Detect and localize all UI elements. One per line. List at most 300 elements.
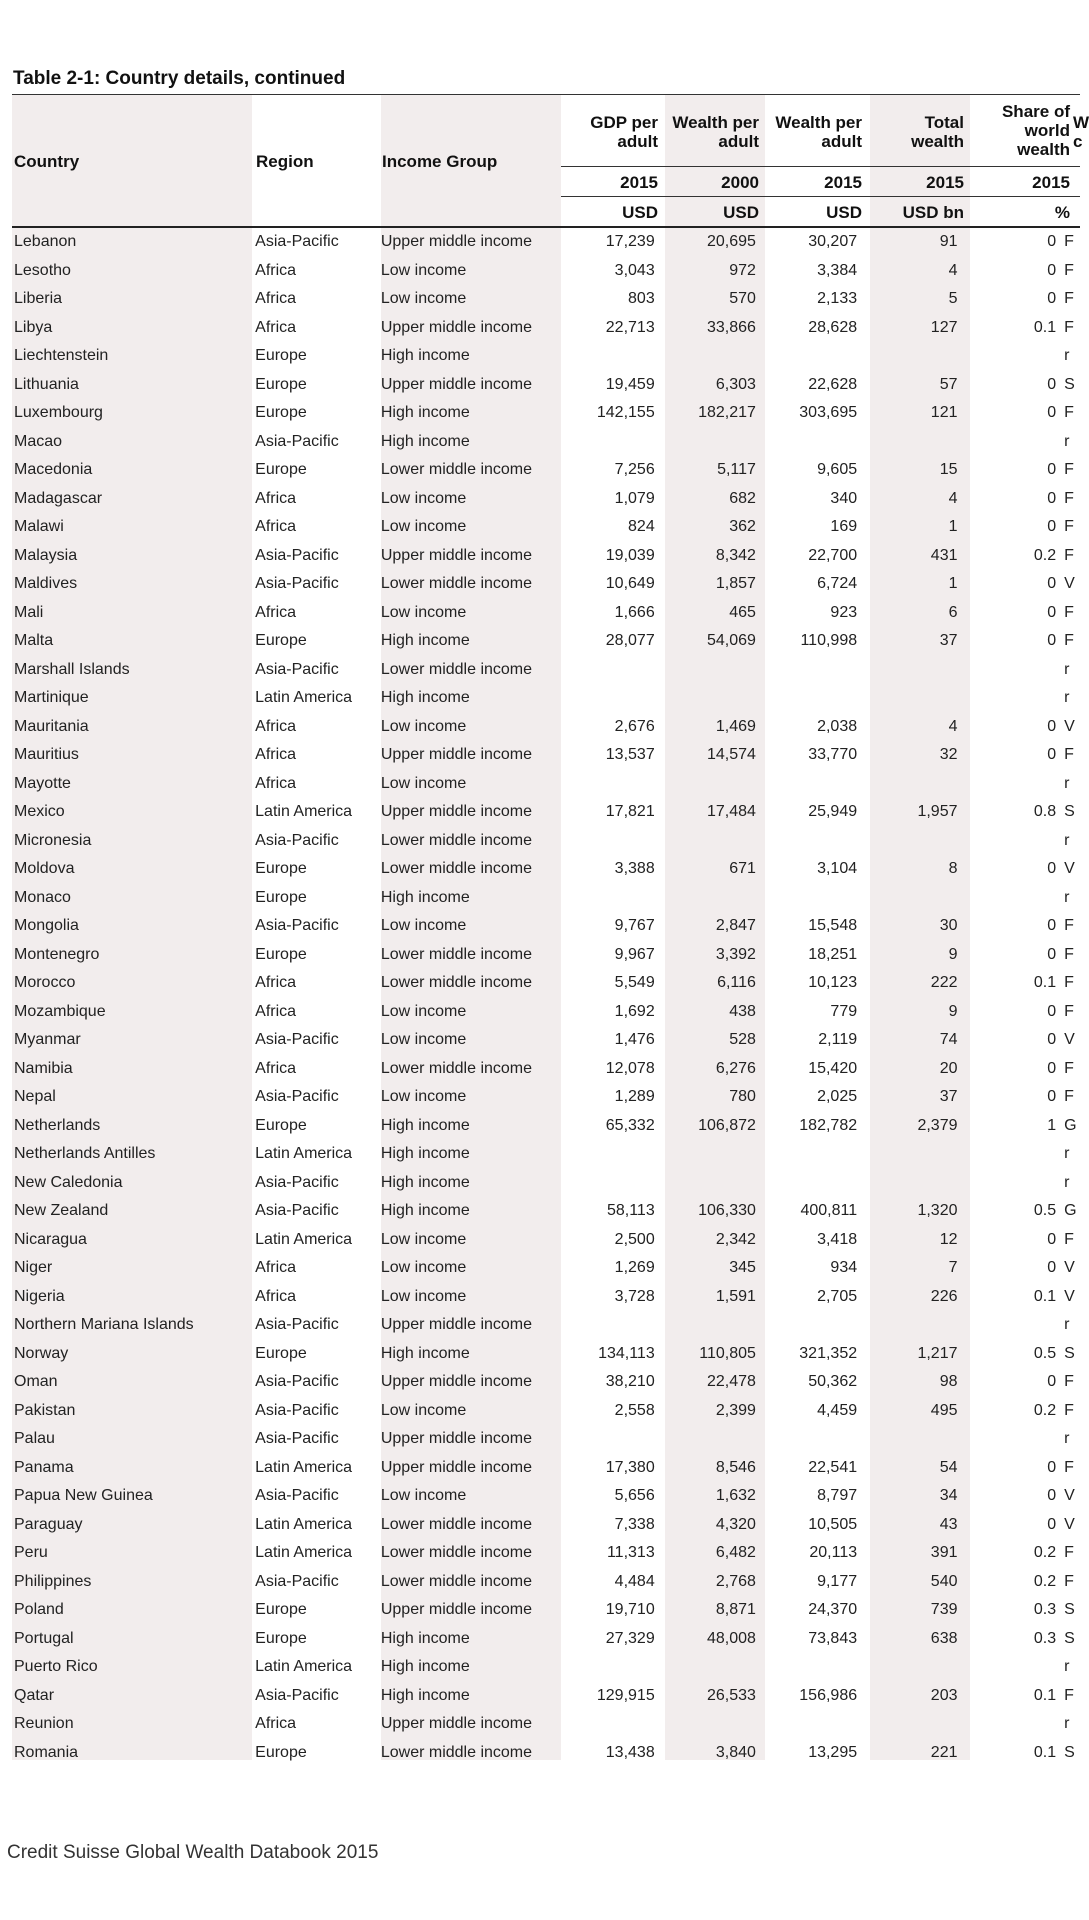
wealth-per-adult-2015-cell: 3,384 [817, 261, 858, 279]
gdp-per-adult-cell: 1,692 [614, 1002, 655, 1020]
wealth-per-adult-2015-cell [762, 884, 863, 913]
table-row [12, 798, 1080, 827]
cut-column-cell: V [1064, 860, 1075, 878]
country-cell: Martinique [14, 689, 89, 707]
region-cell: Europe [255, 347, 307, 365]
income-group-cell: Upper middle income [380, 803, 533, 821]
region-cell: Europe [255, 1743, 307, 1761]
wealth-per-adult-2015-cell: 156,986 [799, 1686, 858, 1704]
wealth-per-adult-2015-cell: 73,843 [808, 1629, 858, 1647]
share-world-wealth-cell [964, 342, 1063, 371]
income-group-cell: Low income [380, 290, 467, 308]
wealth-per-adult-2000-cell [661, 1169, 762, 1198]
header-year-share: 2015 [1032, 173, 1070, 192]
share-world-wealth-cell: 0.5 [1033, 1344, 1057, 1362]
wealth-per-adult-2015-cell [762, 1425, 863, 1454]
income-group-cell: Upper middle income [380, 1458, 533, 1476]
wealth-per-adult-2015-cell: 24,370 [808, 1601, 858, 1619]
cut-column-cell: r [1064, 774, 1070, 792]
region-cell: Europe [255, 888, 307, 906]
cut-column-cell: F [1064, 1572, 1074, 1590]
gdp-per-adult-cell: 28,077 [605, 632, 655, 650]
cut-column-cell: r [1064, 689, 1070, 707]
total-wealth-cell: 9 [948, 1002, 958, 1020]
total-wealth-cell [863, 656, 963, 685]
table-row [12, 627, 1080, 656]
total-wealth-cell: 1 [948, 518, 958, 536]
share-world-wealth-cell: 0 [1047, 575, 1057, 593]
region-cell: Africa [255, 603, 297, 621]
share-world-wealth-cell: 0 [1047, 233, 1057, 251]
gdp-per-adult-cell [560, 1169, 661, 1198]
wealth-per-adult-2000-cell: 22,478 [706, 1373, 756, 1391]
income-group-cell: High income [380, 347, 470, 365]
share-world-wealth-cell [964, 1140, 1063, 1169]
wealth-per-adult-2015-cell: 110,998 [800, 632, 858, 650]
header-unit-gdp: USD [622, 203, 658, 222]
income-group-cell: High income [380, 888, 470, 906]
wealth-per-adult-2000-cell: 570 [729, 290, 756, 308]
table-row [12, 399, 1080, 428]
region-cell: Europe [255, 404, 307, 422]
region-cell: Asia-Pacific [255, 1173, 339, 1191]
income-group-cell: Low income [380, 1287, 467, 1305]
total-wealth-cell: 1,320 [917, 1202, 958, 1220]
total-wealth-cell: 4 [948, 717, 958, 735]
cut-column-cell: F [1064, 917, 1074, 935]
gdp-per-adult-cell: 142,155 [596, 404, 655, 422]
cut-column-cell: F [1064, 1544, 1074, 1562]
country-cell: Romania [14, 1743, 79, 1761]
total-wealth-cell: 6 [948, 603, 958, 621]
share-world-wealth-cell: 0.1 [1033, 1287, 1057, 1305]
country-cell: Northern Mariana Islands [14, 1316, 194, 1334]
wealth-per-adult-2015-cell: 321,352 [799, 1344, 858, 1362]
share-world-wealth-cell: 0 [1047, 945, 1057, 963]
total-wealth-cell: 43 [939, 1515, 958, 1533]
share-world-wealth-cell: 0.1 [1033, 1686, 1057, 1704]
table-row [12, 1340, 1080, 1369]
wealth-per-adult-2000-cell: 3,840 [715, 1743, 756, 1761]
wealth-per-adult-2000-cell: 4,320 [715, 1515, 756, 1533]
cut-column-cell: r [1064, 1145, 1070, 1163]
gdp-per-adult-cell: 824 [628, 518, 655, 536]
header-year-total: 2015 [926, 173, 964, 192]
table-row [12, 1254, 1080, 1283]
table-row [12, 741, 1080, 770]
wealth-per-adult-2015-cell: 50,362 [808, 1373, 858, 1391]
income-group-cell: Low income [380, 1259, 467, 1277]
cut-column-cell: r [1064, 1173, 1070, 1191]
wealth-per-adult-2015-cell: 4,459 [817, 1401, 858, 1419]
table-row [12, 941, 1080, 970]
total-wealth-cell [863, 684, 963, 713]
wealth-per-adult-2015-cell: 2,025 [817, 1088, 858, 1106]
gdp-per-adult-cell: 3,388 [614, 860, 655, 878]
total-wealth-cell: 37 [939, 632, 958, 650]
gdp-per-adult-cell [560, 428, 661, 457]
income-group-cell: Lower middle income [380, 660, 533, 678]
gdp-per-adult-cell: 17,821 [605, 803, 655, 821]
total-wealth-cell: 98 [939, 1373, 958, 1391]
wealth-per-adult-2000-cell [661, 1710, 762, 1739]
table-row [12, 713, 1080, 742]
gdp-per-adult-cell: 38,210 [605, 1373, 655, 1391]
wealth-per-adult-2000-cell: 26,533 [706, 1686, 756, 1704]
share-world-wealth-cell: 0.8 [1033, 803, 1057, 821]
wealth-per-adult-2000-cell: 528 [729, 1031, 756, 1049]
table-row [12, 1539, 1080, 1568]
cut-column-cell: V [1064, 1487, 1075, 1505]
total-wealth-cell: 495 [930, 1401, 958, 1419]
wealth-per-adult-2000-cell: 182,217 [698, 404, 756, 422]
region-cell: Latin America [255, 1658, 353, 1676]
gdp-per-adult-cell: 7,256 [614, 461, 655, 479]
share-world-wealth-cell: 0.2 [1033, 1572, 1057, 1590]
income-group-cell: High income [380, 1629, 470, 1647]
cut-column-cell: r [1064, 432, 1070, 450]
gdp-per-adult-cell [560, 1710, 661, 1739]
header-unit-share: % [1054, 203, 1070, 222]
cut-column-cell: V [1064, 717, 1075, 735]
share-world-wealth-cell: 0 [1047, 375, 1057, 393]
wealth-per-adult-2000-cell [661, 1311, 762, 1340]
cut-column-cell: F [1064, 632, 1074, 650]
total-wealth-cell [863, 1169, 963, 1198]
country-cell: Paraguay [14, 1515, 83, 1533]
share-world-wealth-cell [964, 684, 1063, 713]
wealth-per-adult-2015-cell: 2,705 [817, 1287, 858, 1305]
income-group-cell: High income [380, 1202, 470, 1220]
table-row [12, 371, 1080, 400]
header-unit-total: USD bn [902, 203, 964, 222]
share-world-wealth-cell: 0.2 [1033, 1544, 1057, 1562]
table-row [12, 1169, 1080, 1198]
total-wealth-cell: 1 [948, 575, 958, 593]
country-cell: Namibia [14, 1059, 73, 1077]
gdp-per-adult-cell: 58,113 [606, 1202, 655, 1220]
income-group-cell: Lower middle income [380, 860, 533, 878]
share-world-wealth-cell: 0 [1047, 1031, 1057, 1049]
country-cell: Puerto Rico [14, 1658, 98, 1676]
gdp-per-adult-cell: 11,313 [606, 1544, 655, 1562]
wealth-per-adult-2000-cell: 362 [729, 518, 756, 536]
income-group-cell: Upper middle income [380, 1316, 533, 1334]
country-cell: New Zealand [14, 1202, 109, 1220]
wealth-per-adult-2015-cell [762, 428, 863, 457]
header-country: Country [14, 152, 80, 171]
gdp-per-adult-cell: 2,500 [614, 1230, 655, 1248]
table-row [12, 684, 1080, 713]
share-world-wealth-cell: 0 [1047, 489, 1057, 507]
header-gdp-per-adult: GDP per adult [590, 113, 658, 151]
cut-column-cell: F [1064, 404, 1074, 422]
wealth-per-adult-2000-cell: 2,399 [715, 1401, 756, 1419]
wealth-per-adult-2000-cell: 438 [729, 1002, 756, 1020]
table-row [12, 1197, 1080, 1226]
country-cell: Mauritania [14, 717, 89, 735]
wealth-per-adult-2000-cell [661, 1425, 762, 1454]
country-cell: Papua New Guinea [14, 1487, 153, 1505]
table-row [12, 542, 1080, 571]
total-wealth-cell: 4 [948, 489, 958, 507]
gdp-per-adult-cell [560, 1140, 661, 1169]
wealth-per-adult-2015-cell: 18,251 [808, 945, 858, 963]
cut-column-cell: r [1064, 831, 1070, 849]
wealth-per-adult-2000-cell: 6,303 [715, 375, 756, 393]
total-wealth-cell: 540 [930, 1572, 958, 1590]
total-wealth-cell: 638 [930, 1629, 958, 1647]
share-world-wealth-cell: 0 [1047, 1259, 1057, 1277]
total-wealth-cell: 57 [939, 375, 958, 393]
total-wealth-cell [863, 1710, 963, 1739]
wealth-per-adult-2015-cell: 22,541 [808, 1458, 858, 1476]
gdp-per-adult-cell: 3,043 [614, 261, 655, 279]
country-cell: Mayotte [14, 774, 71, 792]
wealth-per-adult-2000-cell [661, 684, 762, 713]
wealth-per-adult-2000-cell: 106,872 [698, 1116, 756, 1134]
wealth-per-adult-2015-cell [762, 1311, 863, 1340]
cut-column-cell: F [1064, 489, 1074, 507]
region-cell: Africa [255, 1287, 297, 1305]
region-cell: Latin America [255, 689, 353, 707]
income-group-cell: Low income [380, 774, 467, 792]
table-row [12, 342, 1080, 371]
gdp-per-adult-cell: 3,728 [614, 1287, 655, 1305]
table-row [12, 884, 1080, 913]
total-wealth-cell: 221 [930, 1743, 958, 1761]
cut-column-cell: r [1064, 1658, 1070, 1676]
gdp-per-adult-cell: 17,239 [605, 233, 655, 251]
region-cell: Europe [255, 375, 307, 393]
region-cell: Asia-Pacific [255, 1031, 339, 1049]
header-region: Region [256, 152, 314, 171]
share-world-wealth-cell: 0 [1047, 518, 1057, 536]
total-wealth-cell: 431 [930, 546, 958, 564]
wealth-per-adult-2015-cell: 2,038 [817, 717, 858, 735]
cut-column-cell: S [1064, 1601, 1075, 1619]
wealth-per-adult-2015-cell [762, 1653, 863, 1682]
wealth-per-adult-2000-cell: 110,805 [699, 1344, 756, 1362]
total-wealth-cell: 8 [948, 860, 958, 878]
wealth-per-adult-2000-cell: 20,695 [706, 233, 756, 251]
wealth-per-adult-2000-cell: 8,871 [715, 1601, 756, 1619]
cut-column-cell: F [1064, 1002, 1074, 1020]
total-wealth-cell [863, 342, 963, 371]
table-row [12, 228, 1080, 257]
share-world-wealth-cell: 0.1 [1033, 974, 1057, 992]
country-cell: Pakistan [14, 1401, 76, 1419]
total-wealth-cell: 5 [948, 290, 958, 308]
wealth-per-adult-2015-cell: 22,628 [808, 375, 858, 393]
wealth-per-adult-2015-cell [762, 656, 863, 685]
country-cell: Macedonia [14, 461, 93, 479]
wealth-per-adult-2000-cell [661, 827, 762, 856]
country-cell: Niger [14, 1259, 53, 1277]
wealth-per-adult-2000-cell: 2,342 [715, 1230, 756, 1248]
cut-column-cell: V [1064, 1259, 1075, 1277]
header-year-gdp: 2015 [620, 173, 658, 192]
wealth-per-adult-2015-cell: 9,605 [817, 461, 858, 479]
total-wealth-cell: 15 [939, 461, 958, 479]
wealth-per-adult-2000-cell: 6,482 [715, 1544, 756, 1562]
wealth-per-adult-2015-cell: 8,797 [817, 1487, 858, 1505]
income-group-cell: Low income [380, 261, 467, 279]
table-row [12, 456, 1080, 485]
wealth-per-adult-2000-cell: 972 [729, 261, 756, 279]
cut-column-cell: F [1064, 1059, 1074, 1077]
header-year-w2000: 2000 [721, 173, 759, 192]
wealth-per-adult-2000-cell: 3,392 [715, 945, 756, 963]
total-wealth-cell: 12 [939, 1230, 958, 1248]
wealth-per-adult-2000-cell: 48,008 [706, 1629, 756, 1647]
country-cell: Malaysia [14, 546, 78, 564]
table-row [12, 1625, 1080, 1654]
income-group-cell: Low income [380, 518, 467, 536]
wealth-per-adult-2000-cell [661, 656, 762, 685]
wealth-per-adult-2015-cell: 6,724 [817, 575, 858, 593]
country-cell: Micronesia [14, 831, 92, 849]
gdp-per-adult-cell: 803 [628, 290, 655, 308]
wealth-per-adult-2015-cell [762, 342, 863, 371]
header-rule-2 [561, 196, 1080, 197]
wealth-per-adult-2015-cell: 22,700 [808, 546, 858, 564]
gdp-per-adult-cell: 19,710 [605, 1601, 655, 1619]
table-row [12, 1739, 1080, 1768]
gdp-per-adult-cell: 1,269 [614, 1259, 655, 1277]
region-cell: Europe [255, 1344, 307, 1362]
wealth-per-adult-2000-cell [661, 1140, 762, 1169]
header-wealth-per-adult-2000: Wealth per adult [672, 113, 759, 151]
cut-column-cell: F [1064, 974, 1074, 992]
region-cell: Africa [255, 290, 297, 308]
region-cell: Europe [255, 632, 307, 650]
wealth-per-adult-2015-cell: 303,695 [799, 404, 858, 422]
wealth-per-adult-2000-cell: 8,546 [715, 1458, 756, 1476]
region-cell: Europe [255, 1601, 307, 1619]
income-group-cell: Upper middle income [380, 318, 533, 336]
income-group-cell: High income [380, 432, 470, 450]
region-cell: Europe [255, 1629, 307, 1647]
gdp-per-adult-cell [560, 342, 661, 371]
gdp-per-adult-cell: 12,078 [605, 1059, 655, 1077]
table-row [12, 1368, 1080, 1397]
table-row [12, 969, 1080, 998]
income-group-cell: High income [380, 689, 470, 707]
region-cell: Asia-Pacific [255, 233, 339, 251]
cut-column-cell: r [1064, 1715, 1070, 1733]
region-cell: Africa [255, 489, 297, 507]
total-wealth-cell: 34 [939, 1487, 958, 1505]
total-wealth-cell: 30 [939, 917, 958, 935]
country-cell: Liechtenstein [14, 347, 109, 365]
income-group-cell: High income [380, 1116, 470, 1134]
share-world-wealth-cell: 0 [1047, 1515, 1057, 1533]
country-cell: Liberia [14, 290, 63, 308]
wealth-per-adult-2015-cell: 779 [830, 1002, 858, 1020]
wealth-per-adult-2015-cell: 340 [830, 489, 858, 507]
country-cell: Portugal [14, 1629, 74, 1647]
table-row [12, 428, 1080, 457]
income-group-cell: Lower middle income [380, 1572, 533, 1590]
cut-column-cell: S [1064, 1743, 1075, 1761]
income-group-cell: Lower middle income [380, 831, 533, 849]
share-world-wealth-cell: 0 [1047, 603, 1057, 621]
income-group-cell: Lower middle income [380, 1743, 533, 1761]
wealth-per-adult-2015-cell: 2,119 [818, 1031, 858, 1049]
region-cell: Asia-Pacific [255, 1202, 339, 1220]
cut-column-cell: S [1064, 803, 1075, 821]
total-wealth-cell: 74 [939, 1031, 958, 1049]
income-group-cell: Low income [380, 1002, 467, 1020]
wealth-per-adult-2015-cell [762, 684, 863, 713]
country-cell: Qatar [14, 1686, 55, 1704]
region-cell: Europe [255, 461, 307, 479]
region-cell: Africa [255, 1259, 297, 1277]
wealth-per-adult-2015-cell: 923 [830, 603, 858, 621]
wealth-per-adult-2015-cell [762, 770, 863, 799]
country-cell: Nigeria [14, 1287, 65, 1305]
table-row [12, 1283, 1080, 1312]
income-group-cell: High income [380, 1344, 470, 1362]
income-group-cell: High income [380, 632, 470, 650]
wealth-per-adult-2015-cell: 30,207 [808, 233, 858, 251]
income-group-cell: Lower middle income [380, 1544, 533, 1562]
income-group-cell: Low income [380, 1088, 467, 1106]
region-cell: Africa [255, 261, 297, 279]
income-group-cell: High income [380, 1145, 470, 1163]
country-cell: Netherlands Antilles [14, 1145, 156, 1163]
income-group-cell: Lower middle income [380, 1059, 533, 1077]
wealth-per-adult-2000-cell [661, 770, 762, 799]
total-wealth-cell: 739 [930, 1601, 958, 1619]
country-cell: Lebanon [14, 233, 77, 251]
wealth-per-adult-2000-cell: 8,342 [715, 546, 756, 564]
share-world-wealth-cell: 0.5 [1033, 1202, 1057, 1220]
cut-column-cell: r [1064, 1430, 1070, 1448]
region-cell: Europe [255, 1116, 307, 1134]
country-cell: Netherlands [14, 1116, 101, 1134]
total-wealth-cell: 9 [948, 945, 958, 963]
total-wealth-cell: 37 [939, 1088, 958, 1106]
share-world-wealth-cell: 0 [1047, 261, 1057, 279]
region-cell: Africa [255, 974, 297, 992]
table-row [12, 1112, 1080, 1141]
total-wealth-cell [863, 1140, 963, 1169]
wealth-per-adult-2015-cell: 3,104 [817, 860, 858, 878]
header-rule-1 [561, 166, 1080, 167]
income-group-cell: Lower middle income [380, 461, 533, 479]
header-unit-w2015: USD [826, 203, 862, 222]
share-world-wealth-cell: 0 [1047, 746, 1057, 764]
region-cell: Latin America [255, 803, 353, 821]
country-cell: Nicaragua [14, 1230, 87, 1248]
region-cell: Latin America [255, 1544, 353, 1562]
wealth-per-adult-2000-cell [661, 428, 762, 457]
gdp-per-adult-cell: 7,338 [614, 1515, 655, 1533]
gdp-per-adult-cell: 9,767 [614, 917, 655, 935]
cut-column-cell: F [1064, 461, 1074, 479]
wealth-per-adult-2000-cell: 2,768 [715, 1572, 756, 1590]
share-world-wealth-cell: 0 [1047, 290, 1057, 308]
table-row [12, 1596, 1080, 1625]
gdp-per-adult-cell: 1,476 [614, 1031, 655, 1049]
share-world-wealth-cell [964, 1311, 1063, 1340]
cut-column-cell: F [1064, 945, 1074, 963]
country-cell: Nepal [14, 1088, 56, 1106]
gdp-per-adult-cell [560, 770, 661, 799]
income-group-cell: Lower middle income [380, 575, 533, 593]
